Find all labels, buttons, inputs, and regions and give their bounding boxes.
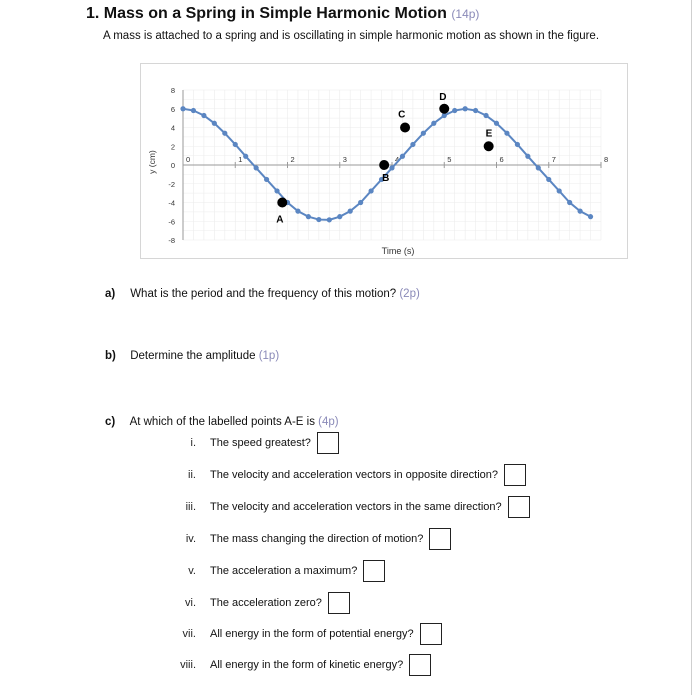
y-tick-label: 6 [170,104,175,114]
item-text: The speed greatest? [210,437,311,449]
data-point [180,106,185,111]
data-point [233,142,238,147]
x-tick-label: 0 [186,155,191,164]
data-point [212,121,217,126]
item-number: vi. [185,597,196,609]
data-point [463,106,468,111]
answer-box[interactable] [420,623,442,645]
x-axis-label: Time (s) [381,246,415,256]
data-point [369,188,374,193]
data-point [431,121,436,126]
x-tick-label: 8 [604,155,609,164]
data-point [578,209,583,214]
answer-box[interactable] [317,432,339,454]
x-tick-label: 4 [395,155,400,164]
data-point [264,177,269,182]
question-c-item [160,654,431,676]
labelled-point-label: E [485,128,493,140]
item-text: All energy in the form of potential energy? [210,628,414,640]
answer-box[interactable] [429,528,451,550]
item-number: ii. [188,469,196,481]
item-text: The acceleration zero? [210,597,322,609]
question-a-letter: a) [105,288,116,300]
data-point [389,165,394,170]
item-text: The velocity and acceleration vectors in the same direction? [210,501,502,513]
x-tick-label: 6 [499,155,504,164]
question-b-letter: b) [105,350,116,362]
y-axis-label: y (cm) [147,150,157,174]
y-tick-label: -4 [168,198,175,208]
item-text: The acceleration a maximum? [210,565,358,577]
labelled-point-label: C [398,109,406,121]
question-c [105,416,339,428]
data-point [546,177,551,182]
labelled-point-label: D [439,91,447,103]
item-number: v. [188,565,196,577]
item-text: The velocity and acceleration vectors in opposite direction? [210,469,498,481]
data-point [337,214,342,219]
data-point [222,131,227,136]
question-a-text: What is the period and the frequency of this motion? [130,288,397,300]
y-tick-label: -8 [168,236,175,245]
data-point [504,131,509,136]
question-b-points: (1p) [258,350,280,362]
page-title [86,5,479,23]
answer-box[interactable] [409,654,431,676]
y-tick-label: -2 [168,179,175,189]
item-number: i. [190,437,196,449]
question-c-points: (4p) [318,416,339,428]
title-points: (14p) [451,7,480,21]
data-point [316,217,321,222]
question-a [105,288,420,300]
data-point [588,214,593,219]
question-c-item [160,623,442,645]
y-tick-label: 0 [170,161,175,170]
data-point [473,108,478,113]
data-point [243,154,248,159]
x-tick-label: 1 [238,155,243,164]
item-number: vii. [182,628,196,640]
answer-box[interactable] [363,560,385,582]
x-tick-label: 2 [290,155,295,164]
chart-frame [140,63,628,259]
intro-text: A mass is attached to a spring and is oscillating in simple harmonic motion as shown in the figure. [103,30,600,42]
data-point [191,108,196,113]
data-point [295,209,300,214]
data-point [494,121,499,126]
data-point [483,113,488,118]
data-point [348,209,353,214]
data-point [525,154,530,159]
labelled-point-marker [400,123,410,133]
question-c-letter: c) [105,416,116,428]
item-number: iii. [185,501,196,513]
data-point [567,200,572,205]
question-b [105,350,279,362]
data-point [201,113,206,118]
labelled-point-marker [439,104,449,114]
y-tick-label: -6 [168,217,175,227]
data-point [452,108,457,113]
shm-chart [141,64,627,258]
data-point [327,217,332,222]
x-tick-label: 5 [447,155,452,164]
labelled-point-marker [379,160,389,170]
question-c-item [160,528,451,550]
question-c-item [160,432,339,454]
title-number: 1. [86,5,100,22]
labelled-point-label: A [276,214,284,226]
data-point [421,131,426,136]
item-text: All energy in the form of kinetic energy? [210,659,404,671]
item-number: iv. [185,533,196,545]
labelled-point-marker [484,141,494,151]
x-tick-label: 7 [551,155,556,164]
data-point [358,200,363,205]
item-number: viii. [180,659,196,671]
data-point [274,188,279,193]
question-c-item [160,592,350,614]
data-point [557,188,562,193]
question-c-text: At which of the labelled points A-E is [129,416,315,428]
y-tick-label: 2 [170,142,175,152]
labelled-point-marker [277,198,287,208]
answer-box[interactable] [328,592,350,614]
data-point [536,165,541,170]
item-text: The mass changing the direction of motion? [210,533,424,545]
answer-box[interactable] [504,464,526,486]
data-point [306,214,311,219]
y-tick-label: 4 [170,123,175,133]
labelled-point-label: B [382,173,390,184]
question-a-points: (2p) [399,288,420,300]
answer-box[interactable] [508,496,530,518]
data-point [254,165,259,170]
y-tick-label: 8 [170,86,175,95]
data-point [515,142,520,147]
question-c-item [160,464,526,486]
title-text: Mass on a Spring in Simple Harmonic Motion [103,5,447,22]
question-b-text: Determine the amplitude [130,350,256,362]
question-c-item [160,560,385,582]
question-c-item [160,496,530,518]
data-point [410,142,415,147]
x-tick-label: 3 [342,155,347,164]
data-point [400,154,405,159]
page-edge [691,0,692,695]
